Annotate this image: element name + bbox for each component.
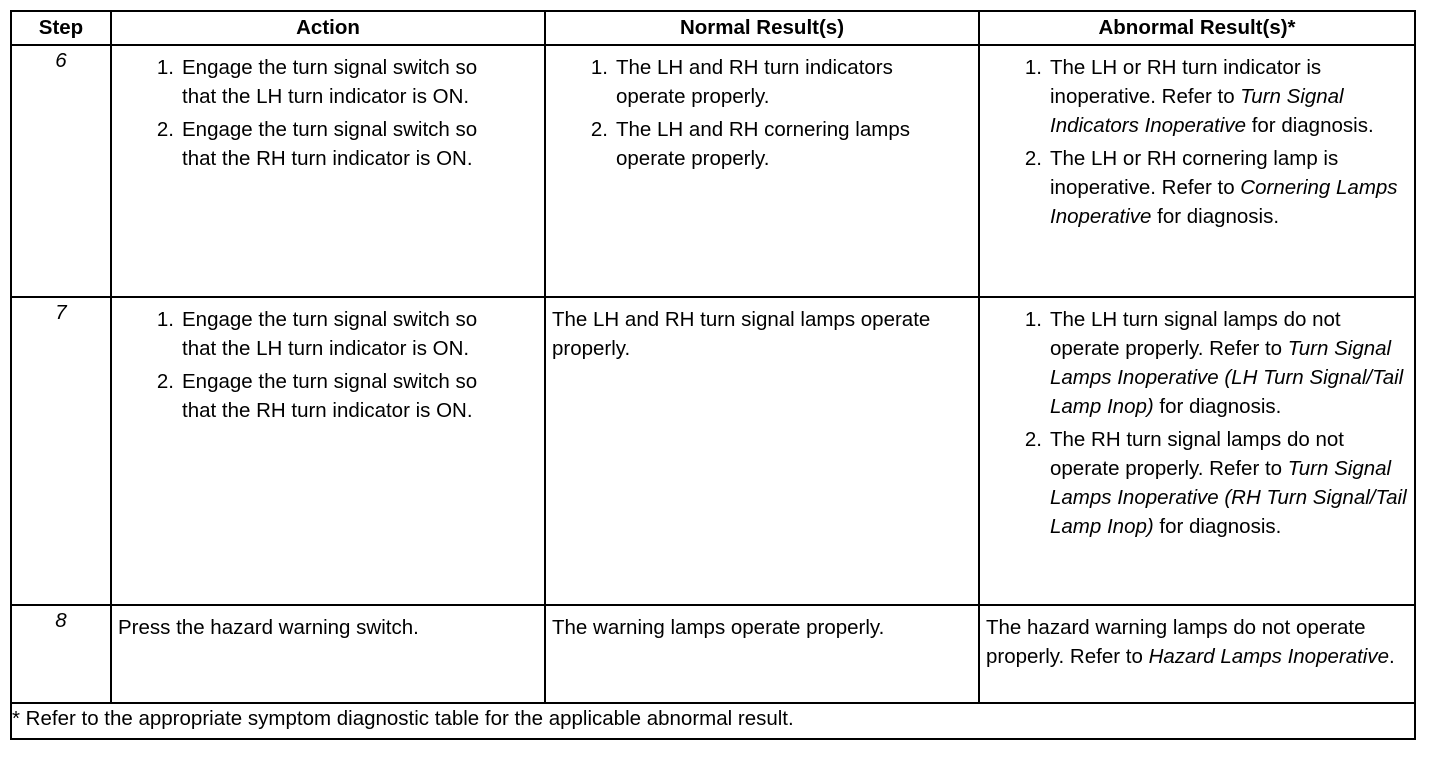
list-item: [590, 115, 968, 173]
list-number: 1.: [590, 56, 608, 79]
reference-link-text: Hazard Lamps Inoperative: [1148, 645, 1389, 668]
action-cell: [111, 297, 545, 605]
list-text: for diagnosis.: [1153, 515, 1282, 538]
action-list: [112, 298, 544, 432]
list-number: 2.: [590, 118, 608, 141]
step-number: 7: [11, 297, 111, 605]
abnormal-list: [980, 46, 1414, 238]
header-normal-results: Normal Result(s): [545, 11, 979, 45]
list-text: The LH and RH cornering lamps operate properly.: [616, 118, 910, 170]
list-number: 2.: [1024, 428, 1042, 451]
reference-link-text: Cornering Lamps Inoperative: [1050, 176, 1398, 228]
list-item: [1024, 53, 1410, 140]
list-text: Engage the turn signal switch so that the RH turn indicator is ON.: [182, 118, 478, 170]
abnormal-result-text: [980, 606, 1414, 674]
list-item: [1024, 144, 1410, 231]
reference-link-text: Turn Signal Lamps Inoperative (LH Turn Signal/Tail Lamp Inop): [1050, 337, 1404, 418]
list-item: [1024, 305, 1410, 421]
step-number: 8: [11, 605, 111, 703]
header-row: [11, 11, 1415, 45]
abnormal-result-cell: [979, 297, 1415, 605]
diagnostic-table-page: [10, 10, 1414, 740]
list-item: [156, 115, 512, 173]
normal-result-text: The LH and RH turn signal lamps operate properly.: [552, 308, 931, 360]
list-item: [156, 367, 512, 425]
list-number: 2.: [156, 370, 174, 393]
list-text: Engage the turn signal switch so that the LH turn indicator is ON.: [182, 308, 478, 360]
list-text: The LH turn signal lamps do not operate properly. Refer to: [1050, 308, 1341, 360]
normal-result-cell: [545, 297, 979, 605]
list-text: Engage the turn signal switch so that the LH turn indicator is ON.: [182, 56, 478, 108]
reference-link-text: Turn Signal Indicators Inoperative: [1050, 85, 1344, 137]
normal-result-cell: [545, 605, 979, 703]
list-text: for diagnosis.: [1153, 395, 1282, 418]
list-text: The LH or RH cornering lamp is inoperative. Refer to: [1050, 147, 1339, 199]
normal-result-text: The warning lamps operate properly.: [552, 616, 885, 639]
table-row-step-8: [11, 605, 1415, 703]
action-cell: [111, 605, 545, 703]
list-text: Engage the turn signal switch so that the RH turn indicator is ON.: [182, 370, 478, 422]
list-item: [590, 53, 968, 111]
diagnostic-table: [10, 10, 1416, 740]
list-number: 1.: [156, 308, 174, 331]
reference-link-text: Turn Signal Lamps Inoperative (RH Turn Signal/Tail Lamp Inop): [1050, 457, 1407, 538]
header-action: Action: [111, 11, 545, 45]
list-number: 1.: [1024, 308, 1042, 331]
list-item: [156, 305, 512, 363]
list-item: [1024, 425, 1410, 541]
list-text: The LH or RH turn indicator is inoperative. Refer to: [1050, 56, 1322, 108]
normal-result-cell: [545, 45, 979, 297]
list-number: 2.: [1024, 147, 1042, 170]
action-list: [112, 46, 544, 180]
abnormal-text: The hazard warning lamps do not operate properly. Refer to: [986, 616, 1366, 668]
header-step: Step: [11, 11, 111, 45]
list-text: for diagnosis.: [1151, 205, 1280, 228]
list-text: for diagnosis.: [1246, 114, 1374, 137]
abnormal-text-end: .: [1389, 645, 1395, 668]
action-cell: [111, 45, 545, 297]
list-text: The RH turn signal lamps do not operate properly. Refer to: [1050, 428, 1344, 480]
list-number: 1.: [156, 56, 174, 79]
table-row-step-7: [11, 297, 1415, 605]
list-number: 2.: [156, 118, 174, 141]
list-text: The LH and RH turn indicators operate properly.: [616, 56, 893, 108]
normal-list: [546, 46, 978, 180]
header-abnormal-results: Abnormal Result(s)*: [979, 11, 1415, 45]
action-text: Press the hazard warning switch.: [118, 616, 419, 639]
step-number: 6: [11, 45, 111, 297]
abnormal-result-cell: [979, 45, 1415, 297]
footnote: * Refer to the appropriate symptom diagnostic table for the applicable abnormal result.: [11, 703, 1415, 739]
abnormal-result-cell: [979, 605, 1415, 703]
table-row-step-6: [11, 45, 1415, 297]
list-number: 1.: [1024, 56, 1042, 79]
abnormal-list: [980, 298, 1414, 548]
list-item: [156, 53, 512, 111]
footnote-row: [11, 703, 1415, 739]
